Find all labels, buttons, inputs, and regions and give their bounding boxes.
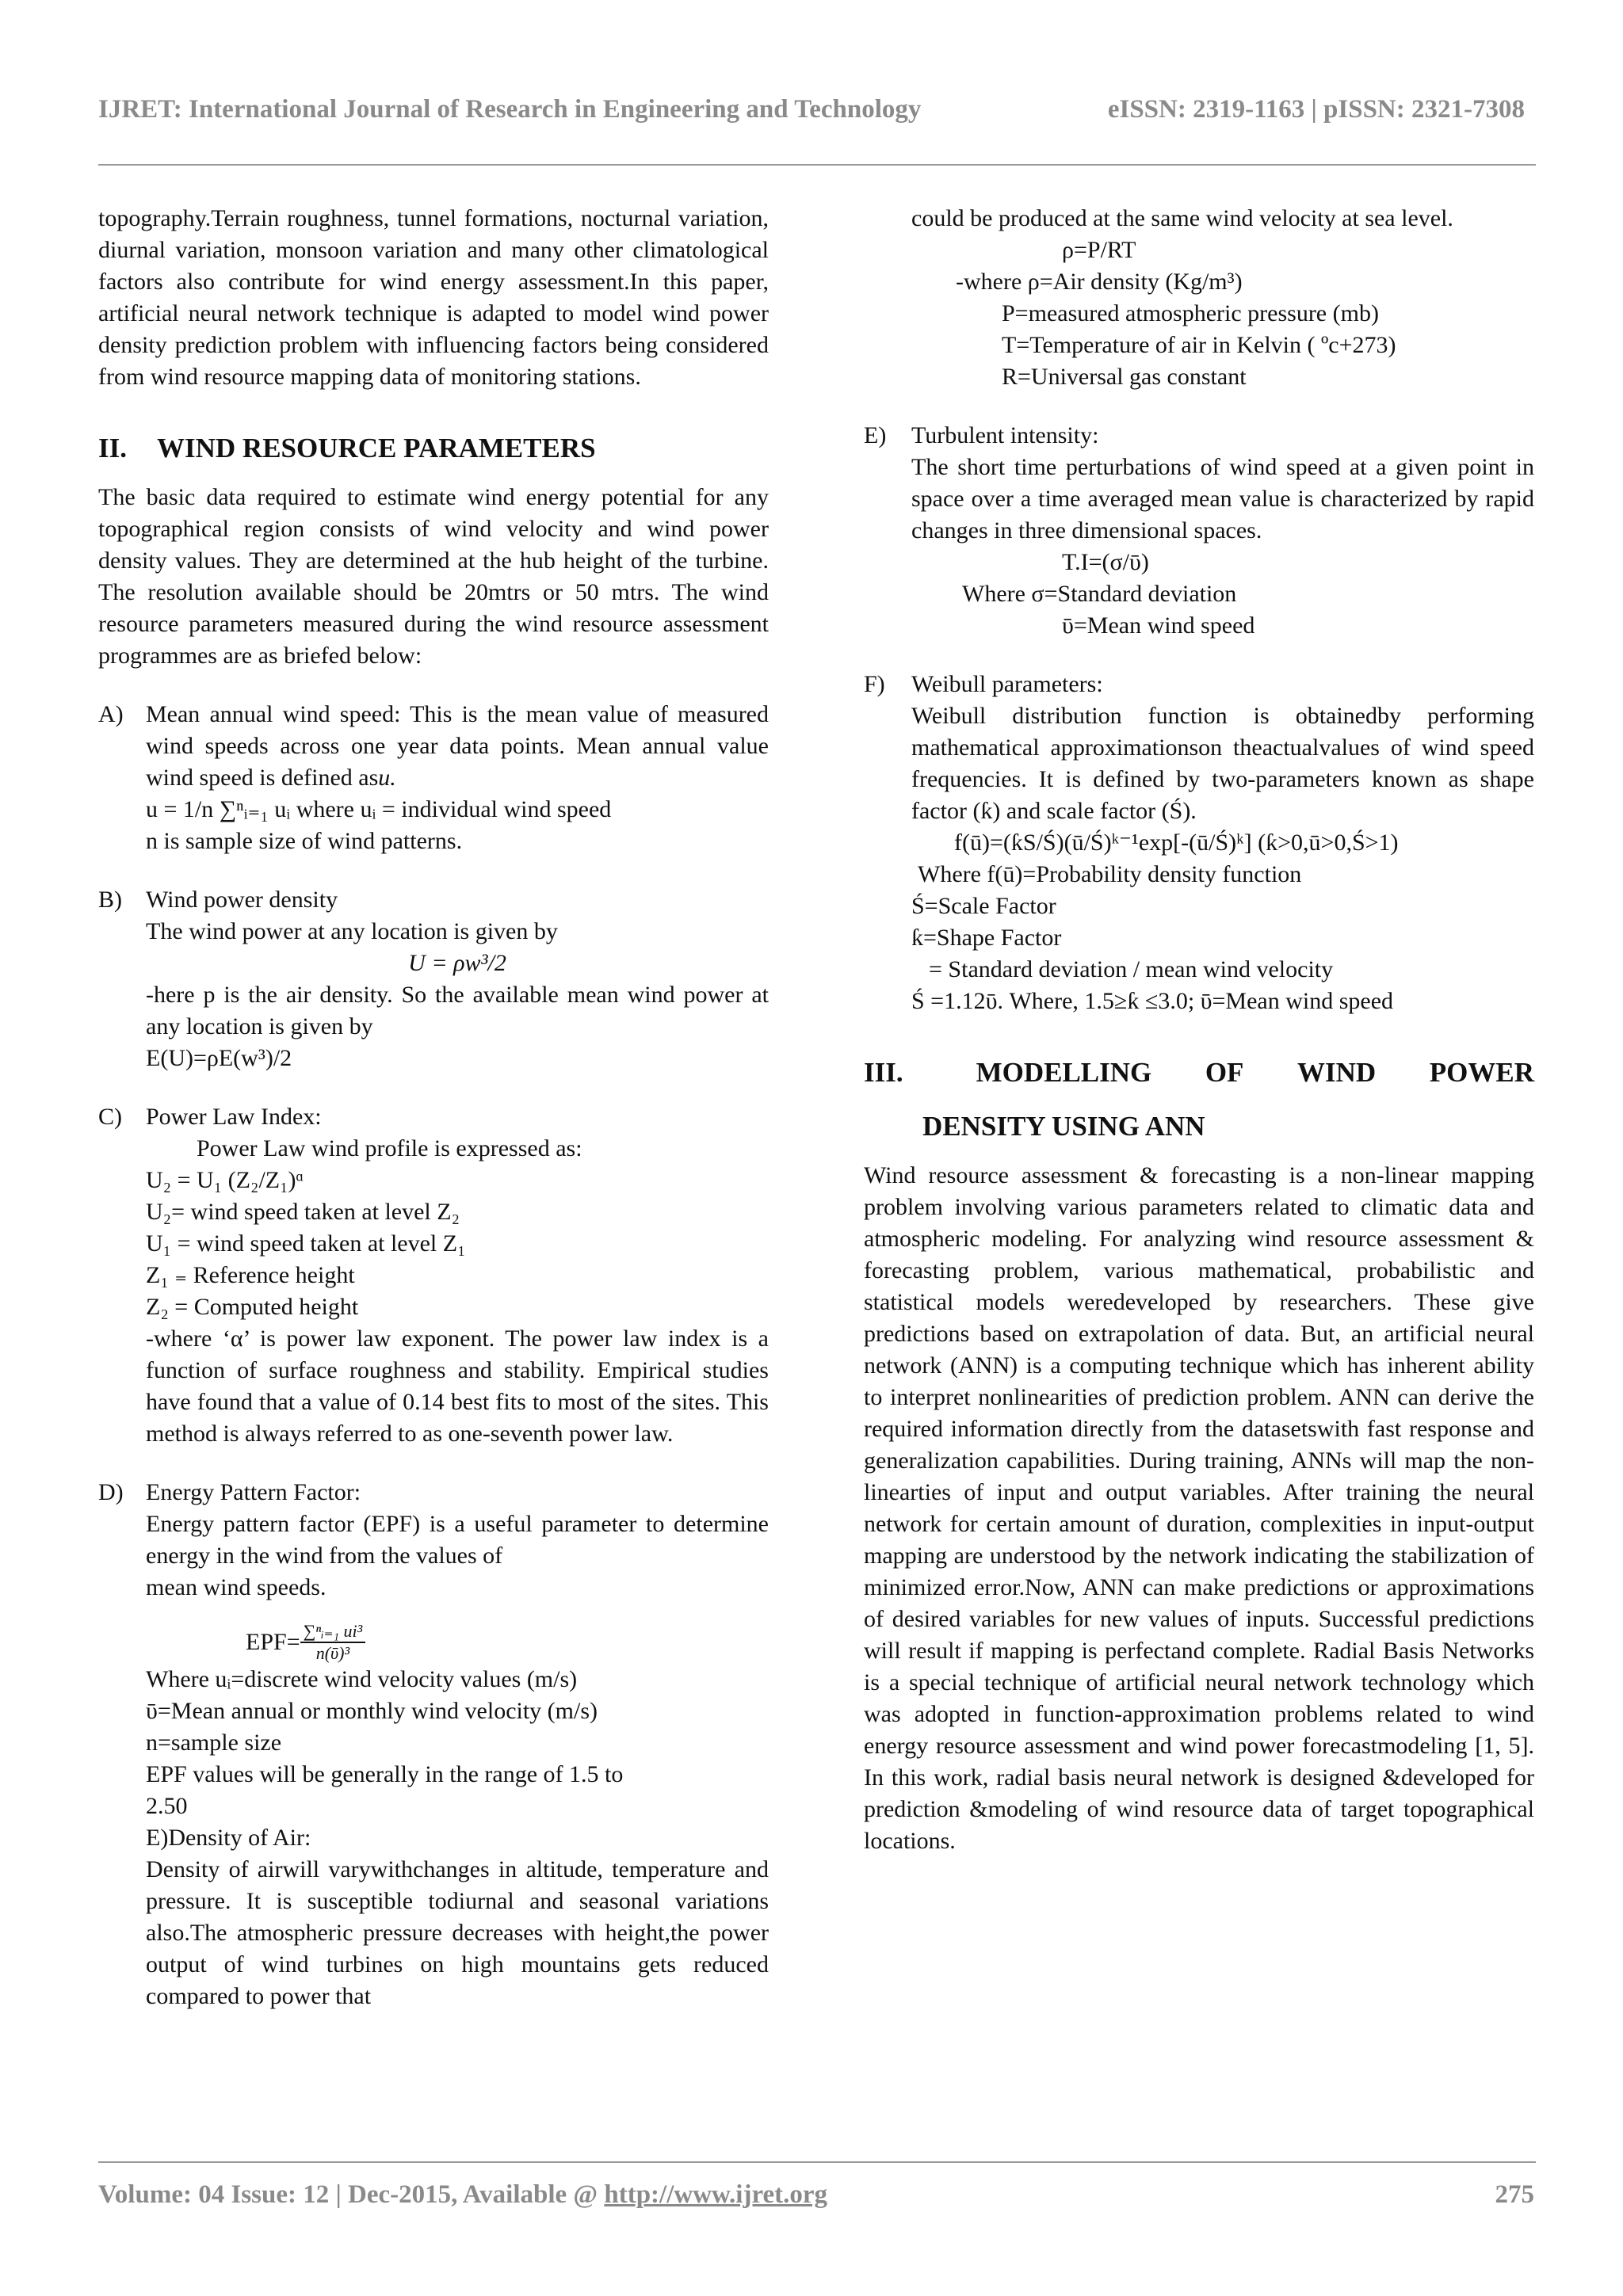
item-d-text: Energy pattern factor (EPF) is a useful parameter to determine energy in the wind from the values of [146, 1511, 769, 1569]
header-rule [98, 164, 1536, 166]
item-label: C) [98, 1104, 122, 1130]
item-label: A) [98, 701, 124, 727]
item-d-text2: mean wind speeds. [146, 1574, 327, 1600]
epf-where-1: Where uᵢ=discrete wind velocity values (m/s) [146, 1666, 578, 1692]
epf-denominator: n(ῡ)³ [315, 1643, 350, 1663]
u1-definition: U₁ = wind speed taken at level Z₁ [146, 1230, 466, 1257]
epf-label: EPF= [246, 1629, 300, 1655]
continued-text: could be produced at the same wind velocity at sea level. [911, 205, 1453, 231]
item-a-text: Mean annual wind speed: This is the mean value of measured wind speeds across one year data points. Mean annual value wind speed is defined as [146, 701, 769, 791]
item-e [864, 420, 1534, 642]
heading-word: OF [1205, 1057, 1244, 1088]
air-density-title: E)Density of Air: [146, 1825, 311, 1851]
item-label: E) [864, 422, 887, 448]
item-d [98, 1477, 769, 2012]
turbulence-where-1: Where σ=Standard deviation [962, 581, 1237, 607]
page-number: 275 [1495, 2180, 1534, 2209]
weibull-where-4: = Standard deviation / mean wind velocity [929, 956, 1334, 982]
section-2-heading [98, 431, 769, 466]
density-p: P=measured atmospheric pressure (mb) [1002, 300, 1379, 326]
item-b-line: The wind power at any location is given by [146, 918, 558, 944]
heading-word: WIND [1297, 1057, 1377, 1088]
weibull-formula: f(ū)=(ƙS/Ś)(ū/Ś)ᵏ⁻¹exp[-(ū/Ś)ᵏ] (ƙ>0,ū>0,Ś>1) [954, 830, 1399, 856]
section-title: WIND RESOURCE PARAMETERS [157, 433, 596, 463]
weibull-where-2: Ś=Scale Factor [911, 893, 1056, 919]
weibull-where-5: Ś =1.12ῡ. Where, 1.5≥ƙ ≤3.0; ῡ=Mean wind speed [911, 988, 1394, 1014]
item-d-title: Energy Pattern Factor: [146, 1479, 361, 1505]
item-label: D) [98, 1479, 124, 1505]
item-c-title: Power Law Index: [146, 1104, 322, 1130]
item-b [98, 884, 769, 1074]
mean-speed-formula: u = 1/n ∑ⁿᵢ₌₁ uᵢ where uᵢ = individual wind speed [146, 796, 612, 822]
page-header [98, 95, 1525, 124]
issn: eISSN: 2319-1163 | pISSN: 2321-7308 [1107, 95, 1525, 124]
epf-range: EPF values will be generally in the range of 1.5 to [146, 1761, 624, 1787]
item-c-line: Power Law wind profile is expressed as: [197, 1135, 582, 1161]
item-e-text: The short time perturbations of wind speed at a given point in space over a time averaged mean value is characterized by rapid changes in three dimensional spaces. [911, 454, 1534, 543]
weibull-where-3: ƙ=Shape Factor [911, 925, 1062, 951]
heading-word: POWER [1429, 1057, 1534, 1088]
item-c [98, 1101, 769, 1450]
epf-where-3: n=sample size [146, 1730, 282, 1756]
footer-rule [98, 2161, 1536, 2163]
u2-definition: U₂= wind speed taken at level Z₂ [146, 1199, 460, 1225]
z1-definition: Z₁ ₌ Reference height [146, 1262, 355, 1288]
epf-range-2: 2.50 [146, 1793, 188, 1819]
volume-info: Volume: 04 Issue: 12 | Dec-2015, Available @ [98, 2180, 598, 2209]
mean-power-formula: E(U)=ρE(w³)/2 [146, 1045, 292, 1071]
air-density-text: Density of airwill varywithchanges in altitude, temperature and pressure. It is susceptible todiurnal and seasonal variations also.The atmospheric pressure decreases with height,the power output of wind turbines on high mountains gets reduced compared to power that [146, 1856, 769, 2009]
heading-line-2: DENSITY USING ANN [922, 1111, 1205, 1142]
journal-link[interactable]: http://www.ijret.org [604, 2180, 828, 2209]
item-label: F) [864, 671, 885, 697]
turbulence-formula: T.I=(σ/ῡ) [1062, 549, 1149, 575]
section-3-heading [864, 1055, 1534, 1144]
item-b-title: Wind power density [146, 887, 338, 913]
epf-numerator: ∑ⁿᵢ₌₁ ui³ [300, 1621, 366, 1643]
power-law-equation: U₂ = U₁ (Z₂/Z₁)ᵅ [146, 1167, 304, 1193]
epf-where-2: ῡ=Mean annual or monthly wind velocity (m/s) [146, 1698, 598, 1724]
section-number: III. [864, 1057, 903, 1088]
item-f-title: Weibull parameters: [911, 671, 1103, 697]
density-r: R=Universal gas constant [1002, 364, 1247, 390]
item-a [98, 699, 769, 857]
intro-paragraph: topography.Terrain roughness, tunnel formations, nocturnal variation, diurnal variation, monsoon variation and many other climatological factors also contribute for wind energy assessment.In this paper, artificial neural network technique is adapted to model wind power density prediction problem with influencing factors being considered from wind resource mapping data of monitoring stations. [98, 205, 769, 390]
item-a-symbol: u. [378, 765, 396, 791]
item-f-text: Weibull distribution function is obtainedby performing mathematical approximationson theactualvalues of wind speed frequencies. It is defined by two-parameters known as shape factor (ƙ) and scale factor (Ś). [911, 703, 1534, 824]
section-2-paragraph: The basic data required to estimate wind energy potential for any topographical region consists of wind velocity and wind power density values. They are determined at the hub height of the turbine. The resolution available should be 20mtrs or 50 mtrs. The wind resource parameters measured during the wind resource assessment programmes are as briefed below: [98, 484, 769, 669]
section-3-paragraph: Wind resource assessment & forecasting is a non-linear mapping problem involving various parameters related to climatic data and atmospheric modeling. For analyzing wind resource assessment & forecasting problem, various mathematical, probabilistic and statistical models weredeveloped by researchers. These give predictions based on extrapolation of data. But, an artificial neural network (ANN) is a computing technique which has inherent ability to interpret nonlinearities of prediction problem. ANN can derive the required information directly from the datasetswith fast response and generalization capabilities. During training, ANNs will map the non-linearties of input and output variables. After training the neural network for certain amount of duration, complexities in input-output mapping are understood by the network indicating the stabilization of minimized error.Now, ANN can make predictions or approximations of desired variables for new values of inputs. Successful predictions will result if mapping is perfectand complete. Radial Basis Networks is a special technique of artificial neural network technology which was adopted in function-approximation problems related to wind energy resource assessment and wind power forecastmodeling [1, 5]. In this work, radial basis neural network is designed &developed for prediction &modeling of wind resource data of target topographical locations. [864, 1162, 1534, 1854]
turbulence-where-2: ῡ=Mean wind speed [1062, 612, 1255, 639]
item-e-title: Turbulent intensity: [911, 422, 1099, 448]
weibull-where-1: Where f(ū)=Probability density function [918, 861, 1302, 887]
right-column [864, 203, 1534, 1857]
heading-word: MODELLING [976, 1057, 1152, 1088]
journal-title: IJRET: International Journal of Research in Engineering and Technology [98, 95, 922, 124]
density-where: -where ρ=Air density (Kg/m³) [956, 269, 1243, 295]
density-formula: ρ=P/RT [1062, 237, 1136, 263]
left-column [98, 203, 769, 2012]
density-t: T=Temperature of air in Kelvin ( ºc+273) [1002, 332, 1396, 358]
item-label: B) [98, 887, 122, 913]
page-footer [98, 2180, 1534, 2210]
z2-definition: Z₂ = Computed height [146, 1294, 359, 1320]
item-b-text: -here p is the air density. So the available mean wind power at any location is given by [146, 982, 769, 1039]
power-formula: U = ρw³/2 [408, 950, 506, 976]
epf-formula [146, 1621, 769, 1664]
item-c-text: -where ‘α’ is power law exponent. The power law index is a function of surface roughness and stability. Empirical studies have found that a value of 0.14 best fits to most of the sites. This method is always referred to as one-seventh power law. [146, 1325, 769, 1447]
section-number: II. [98, 433, 127, 463]
sample-size-note: n is sample size of wind patterns. [146, 828, 463, 854]
item-f [864, 669, 1534, 859]
